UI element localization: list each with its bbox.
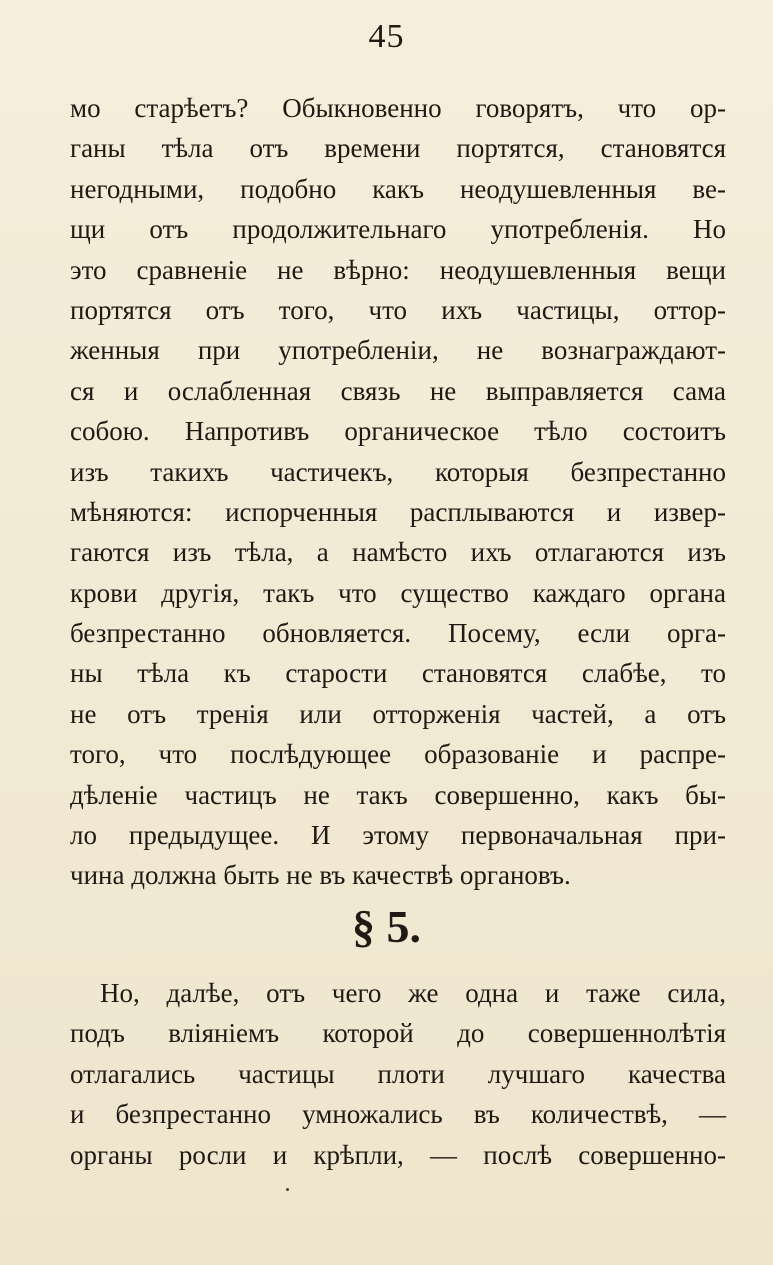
text-line: изъ такихъ частичекъ, которыя безпрестанно — [70, 456, 726, 487]
ink-dot — [286, 1188, 289, 1191]
paragraph-2 — [70, 973, 726, 1175]
text-line: дѣленіе частицъ не такъ совершенно, какъ бы- — [70, 779, 726, 810]
text-line: женныя при употребленіи, не вознаграждают- — [70, 335, 726, 366]
text-line: собою. Напротивъ органическое тѣло состоитъ — [70, 416, 726, 447]
text-line: того, что послѣдующее образованіе и распре- — [70, 739, 726, 770]
text-line: это сравненіе не вѣрно: неодушевленныя вещи — [70, 254, 726, 285]
text-line: отлагались частицы плоти лучшаго качества — [70, 1058, 726, 1089]
text-line: гаются изъ тѣла, а намѣсто ихъ отлагаются изъ — [70, 537, 726, 568]
section-heading: § 5. — [352, 901, 421, 952]
text-line: мѣняются: испорченныя расплываются и извер- — [70, 496, 726, 527]
text-line: чина должна быть не въ качествѣ органовъ. — [70, 860, 571, 891]
text-line: не отъ тренія или отторженія частей, а отъ — [70, 698, 726, 729]
text-line: органы росли и крѣпли, — послѣ совершенно- — [70, 1139, 726, 1170]
text-line: крови другія, такъ что существо каждаго органа — [70, 577, 726, 608]
text-line: ся и ослабленная связь не выправляется сама — [70, 375, 726, 406]
text-line: безпрестанно обновляется. Посему, если орга- — [70, 618, 726, 649]
paragraph-1 — [70, 88, 726, 896]
text-line: ганы тѣла отъ времени портятся, становятся — [70, 133, 726, 164]
text-line: щи отъ продолжительнаго употребленія. Но — [70, 214, 726, 245]
text-line: портятся отъ того, что ихъ частицы, оттор- — [70, 294, 726, 325]
text-line: и безпрестанно умножались въ количествѣ, — — [70, 1099, 726, 1130]
text-line: мо старѣетъ? Обыкновенно говорятъ, что ор- — [70, 93, 726, 123]
text-line: ло предыдущее. И этому первоначальная при- — [70, 820, 726, 851]
text-line: Но, далѣе, отъ чего же одна и таже сила, — [100, 978, 726, 1008]
text-line: негодными, подобно какъ неодушевленныя ве- — [70, 173, 726, 204]
text-line: подъ вліяніемъ которой до совершеннолѣтія — [70, 1018, 726, 1049]
page-number: 45 — [368, 18, 405, 55]
text-line: ны тѣла къ старости становятся слабѣе, то — [70, 658, 726, 689]
